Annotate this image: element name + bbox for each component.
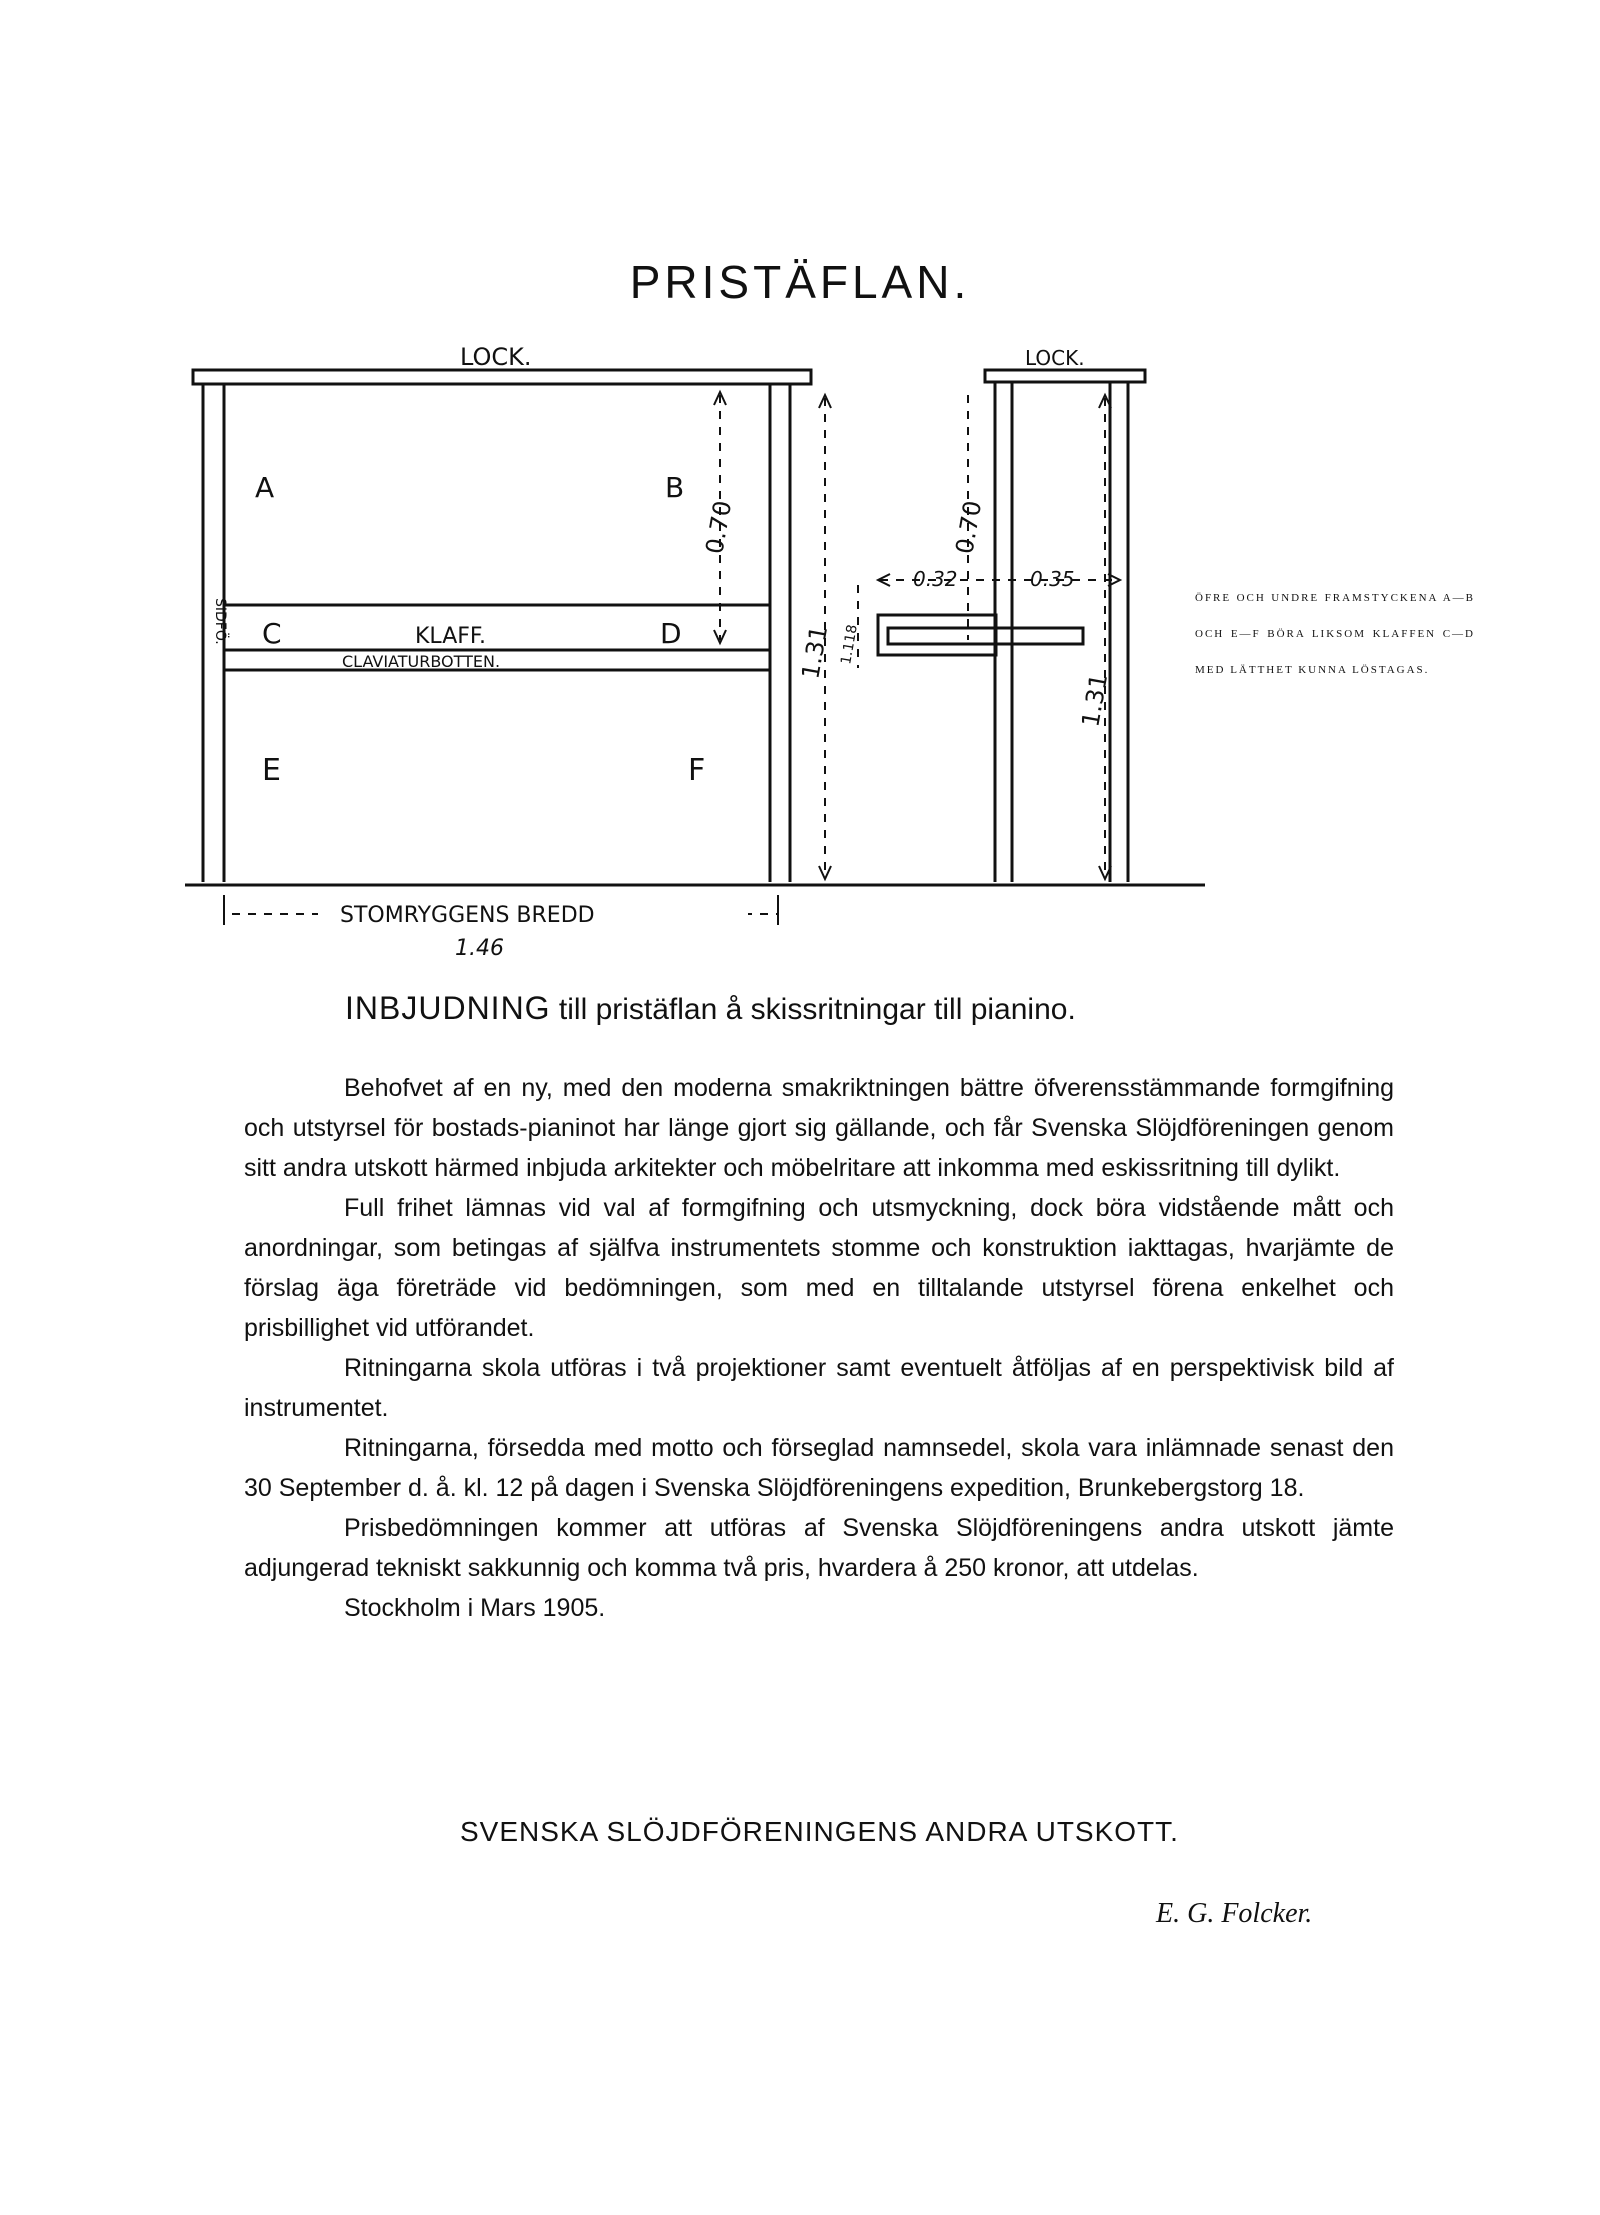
dim-key-depth-2: 0.35 xyxy=(1030,567,1075,591)
organization-name: SVENSKA SLÖJDFÖRENINGENS ANDRA UTSKOTT. xyxy=(460,1816,1179,1847)
signature: E. G. Folcker. xyxy=(1156,1898,1313,1929)
heading-rest: till pristäflan å skissritningar till pianino. xyxy=(558,993,1076,1026)
paragraph: Behofvet af en ny, med den moderna smakriktningen bättre öfverensstämmande formgifning och utstyrsel för bostads-pianinot har länge gjort sig gällande, och får Svenska Slöjdföreningen genom sitt andra utskott härmed inbjuda arkitekter och möbelritare att inkomma med eskissritning till dylikt. xyxy=(244,1074,1394,1182)
paragraph: Ritningarna skola utföras i två projektioner samt eventuelt åtföljas af en perspektivisk bild af instrumentet. xyxy=(244,1354,1394,1422)
heading-lead: INBJUDNING xyxy=(345,990,551,1026)
front-lid xyxy=(193,370,811,384)
dim-keyboard-height: 1.118 xyxy=(838,623,861,666)
side-strip-label: SIDFÖ. xyxy=(212,598,228,645)
label-d: D xyxy=(660,617,682,650)
place-date: Stockholm i Mars 1905. xyxy=(344,1594,606,1622)
label-a: A xyxy=(255,471,275,504)
side-note: ÖFRE OCH UNDRE FRAMSTYCKENA A—B OCH E—F BÖRA LIKSOM KLAFFEN C—D MED LÄTTHET KUNNA LÖSTAGAS. xyxy=(1195,592,1475,676)
front-lid-label: LOCK. xyxy=(460,343,532,371)
dim-front-height: 1.31 xyxy=(796,623,834,682)
label-f: F xyxy=(688,753,706,788)
invitation-body xyxy=(244,1068,1394,1628)
claviaturbotten-label: CLAVIATURBOTTEN. xyxy=(342,652,501,671)
width-value: 1.46 xyxy=(455,936,504,960)
page-title: PRISTÄFLAN. xyxy=(629,256,971,308)
dim-side-height: 1.31 xyxy=(1076,671,1114,730)
paragraph: Ritningarna, försedda med motto och förseglad namnsedel, skola vara inlämnade senast den 30 September d. å. kl. 12 på dagen i Svenska Slöjdföreningens expedition, Brunkebergstorg 18. xyxy=(244,1434,1394,1502)
dim-side-upper: 0.70 xyxy=(950,498,988,557)
label-b: B xyxy=(665,471,685,504)
invitation-heading xyxy=(345,990,1076,1027)
label-e: E xyxy=(262,753,281,788)
side-lid-label: LOCK. xyxy=(1025,346,1085,370)
paragraph: Full frihet lämnas vid val af formgifning och utsmyckning, dock böra vidstående mått och anordningar, som betingas af själfva instrumentets stomme och konstruktion iakttagas, hvarjämte de förslag äga företräde vid bedömningen, som med en tilltalande utstyrsel förena enkelhet och prisbillighet vid utförandet. xyxy=(244,1194,1394,1342)
keyboard-keys xyxy=(888,628,1083,644)
paragraph: Prisbedömningen kommer att utföras af Svenska Slöjdföreningens andra utskott jämte adjungerad tekniskt sakkunnig och komma två pris, hvardera å 250 kronor, att utdelas. xyxy=(244,1514,1394,1582)
klaff-label: KLAFF. xyxy=(415,624,487,649)
keyboard-shelf xyxy=(878,615,996,655)
dim-key-depth-1: 0.32 xyxy=(913,567,958,591)
width-label: STOMRYGGENS BREDD xyxy=(340,903,595,928)
dim-front-upper: 0.70 xyxy=(700,498,738,557)
label-c: C xyxy=(262,617,282,650)
piano-technical-drawing xyxy=(0,0,1600,960)
side-lid xyxy=(985,370,1145,382)
